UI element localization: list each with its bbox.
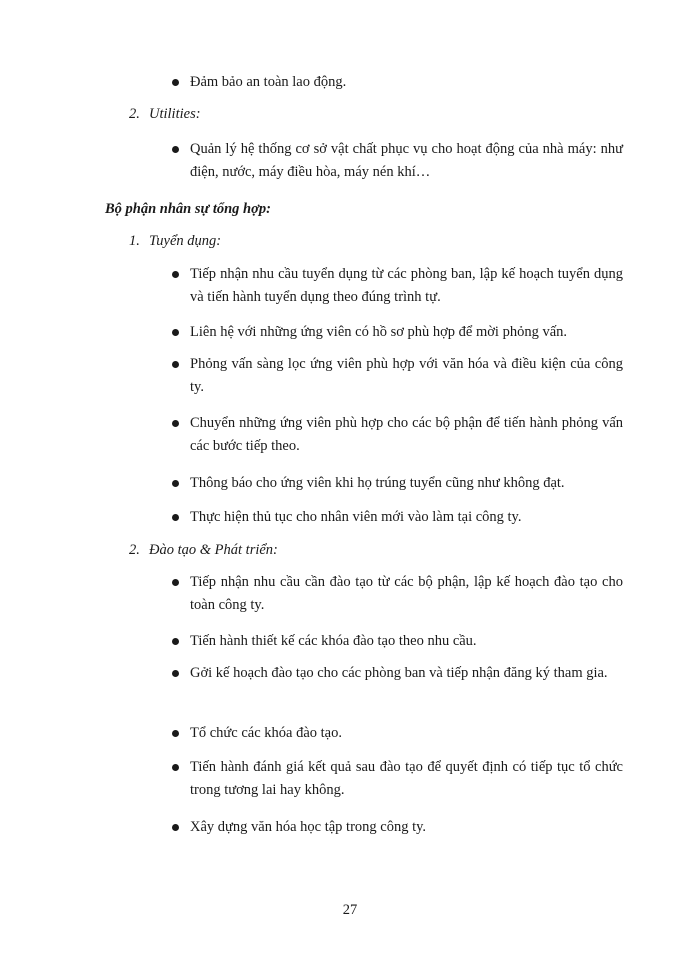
section-title: Tuyển dụng: <box>149 233 222 249</box>
bullet-icon <box>172 420 179 427</box>
section-header-training <box>0 539 700 562</box>
list-item: Thông báo cho ứng viên khi họ trúng tuyển cũng như không đạt. <box>0 472 700 495</box>
bullet-icon <box>172 638 179 645</box>
list-item: Tiếp nhận nhu cầu tuyển dụng từ các phòng ban, lập kế hoạch tuyển dụng và tiến hành tuyển dụng theo đúng trình tự. <box>0 263 700 309</box>
list-item: Gởi kế hoạch đào tạo cho các phòng ban và tiếp nhận đăng ký tham gia. <box>0 662 700 708</box>
list-item: Chuyển những ứng viên phù hợp cho các bộ phận để tiến hành phỏng vấn các bước tiếp theo. <box>0 412 700 458</box>
bullet-icon <box>172 824 179 831</box>
section-number: 1. <box>129 233 140 249</box>
list-item: Thực hiện thủ tục cho nhân viên mới vào làm tại công ty. <box>0 506 700 529</box>
department-heading-block <box>0 198 700 221</box>
list-item: Tiếp nhận nhu cầu cần đào tạo từ các bộ phận, lập kế hoạch đào tạo cho toàn công ty. <box>0 571 700 617</box>
section-header-utilities <box>0 103 700 126</box>
bullet-icon <box>172 480 179 487</box>
bullet-icon <box>172 271 179 278</box>
list-item: Tiến hành thiết kế các khóa đào tạo theo nhu cầu. <box>0 630 700 653</box>
section-number: 2. <box>129 542 140 558</box>
list-item: Quản lý hệ thống cơ sở vật chất phục vụ cho hoạt động của nhà máy: như điện, nước, máy điều hòa, máy nén khí… <box>0 138 700 184</box>
section-title: Utilities: <box>149 106 201 122</box>
bullet-icon <box>172 146 179 153</box>
list-item: Tiến hành đánh giá kết quả sau đào tạo để quyết định có tiếp tục tổ chức trong tương lai hay không. <box>0 756 700 802</box>
list-item: Đảm bảo an toàn lao động. <box>0 71 700 94</box>
list-item: Tổ chức các khóa đào tạo. <box>0 722 700 745</box>
list-item: Xây dựng văn hóa học tập trong công ty. <box>0 816 700 839</box>
bullet-icon <box>172 361 179 368</box>
bullet-icon <box>172 79 179 86</box>
bullet-icon <box>172 514 179 521</box>
bullet-icon <box>172 329 179 336</box>
department-heading: Bộ phận nhân sự tổng hợp: <box>105 201 271 217</box>
bullet-icon <box>172 670 179 677</box>
bullet-icon <box>172 579 179 586</box>
section-number: 2. <box>129 106 140 122</box>
list-item: Liên hệ với những ứng viên có hồ sơ phù hợp để mời phỏng vấn. <box>0 321 700 344</box>
list-item: Phỏng vấn sàng lọc ứng viên phù hợp với văn hóa và điều kiện của công ty. <box>0 353 700 399</box>
page-number: 27 <box>342 902 358 918</box>
section-title: Đào tạo & Phát triển: <box>149 542 278 558</box>
section-header-recruitment <box>0 230 700 253</box>
bullet-icon <box>172 764 179 771</box>
bullet-icon <box>172 730 179 737</box>
